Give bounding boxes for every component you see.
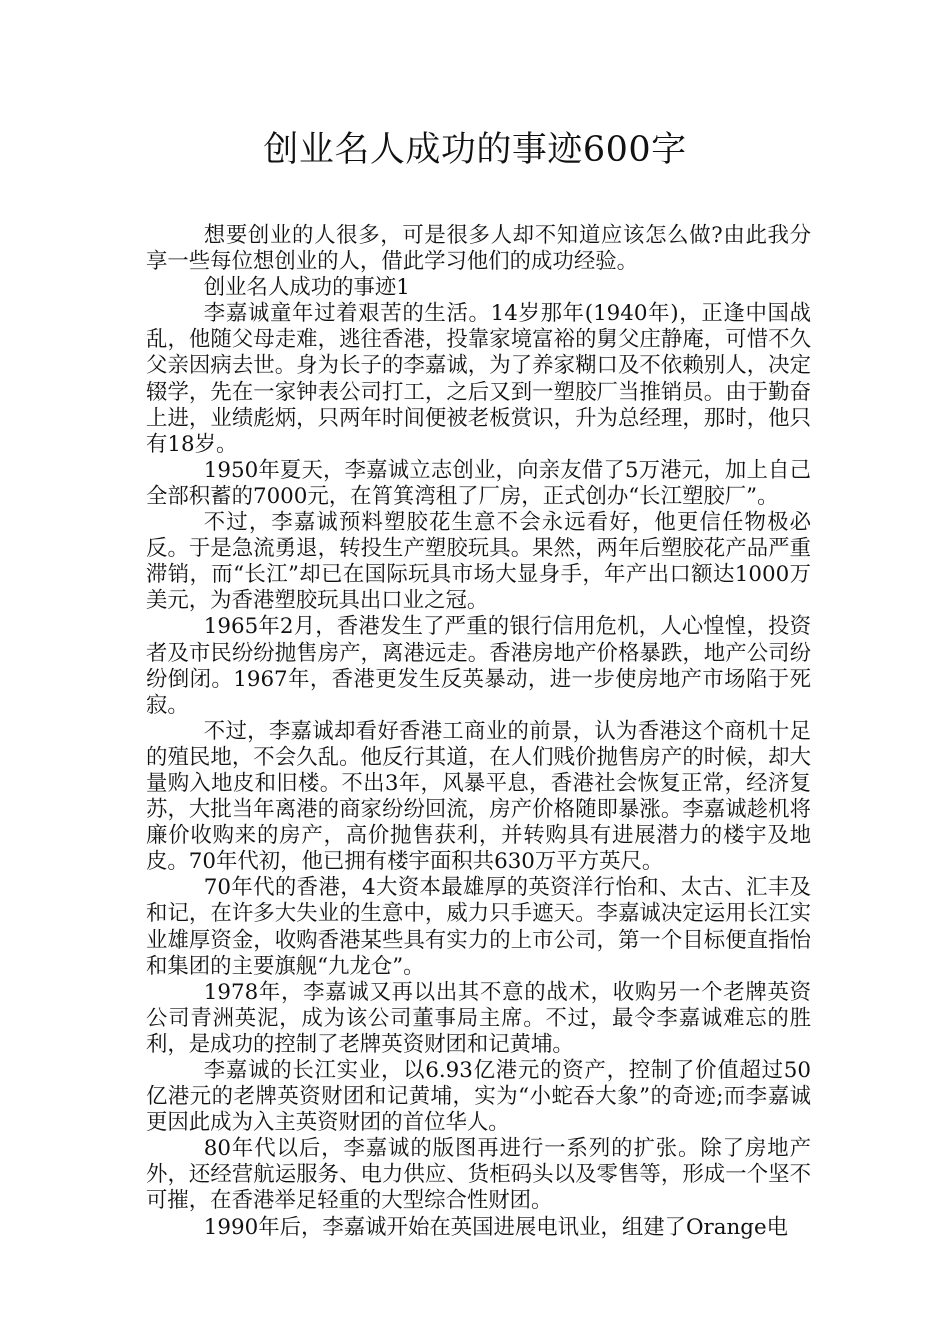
body-paragraph: 80年代以后，李嘉诚的版图再进行一系列的扩张。除了房地产外，还经营航运服务、电力供应、货柜码头以及零售等，形成一个坚不可摧，在香港举足轻重的大型综合性财团。 xyxy=(146,1136,811,1214)
body-paragraph: 李嘉诚的长江实业，以6.93亿港元的资产，控制了价值超过50亿港元的老牌英资财团和记黄埔，实为“小蛇吞大象”的奇迹;而李嘉诚更因此成为入主英资财团的首位华人。 xyxy=(146,1058,811,1136)
body-paragraph: 李嘉诚童年过着艰苦的生活。14岁那年(1940年)，正逢中国战乱，他随父母走难，逃往香港，投靠家境富裕的舅父庄静庵，可惜不久父亲因病去世。身为长子的李嘉诚，为了养家糊口及不依赖别人，决定辍学，先在一家钟表公司打工，之后又到一塑胶厂当推销员。由于勤奋上进，业绩彪炳，只两年时间便被老板赏识，升为总经理，那时，他只有18岁。 xyxy=(146,301,811,457)
intro-paragraph: 想要创业的人很多，可是很多人却不知道应该怎么做?由此我分享一些每位想创业的人，借此学习他们的成功经验。 xyxy=(146,223,811,275)
body-paragraph: 1978年，李嘉诚又再以出其不意的战术，收购另一个老牌英资公司青洲英泥，成为该公司董事局主席。不过，最令李嘉诚难忘的胜利，是成功的控制了老牌英资财团和记黄埔。 xyxy=(146,979,811,1057)
body-paragraph: 70年代的香港，4大资本最雄厚的英资洋行怡和、太古、汇丰及和记，在许多大失业的生意中，威力只手遮天。李嘉诚决定运用长江实业雄厚资金，收购香港某些具有实力的上市公司，第一个目标便直指怡和集团的主要旗舰“九龙仓”。 xyxy=(146,875,811,979)
document-title: 创业名人成功的事迹600字 xyxy=(263,130,687,170)
body-paragraph: 不过，李嘉诚预料塑胶花生意不会永远看好，他更信任物极必反。于是急流勇退，转投生产塑胶玩具。果然，两年后塑胶花产品严重滞销，而“长江”却已在国际玩具市场大显身手，年产出口额达1000万美元，为香港塑胶玩具出口业之冠。 xyxy=(146,510,811,614)
body-paragraph: 1965年2月，香港发生了严重的银行信用危机，人心惶惶，投资者及市民纷纷抛售房产，离港远走。香港房地产价格暴跌，地产公司纷纷倒闭。1967年，香港更发生反英暴动，进一步使房地产市场陷于死寂。 xyxy=(146,614,811,718)
section-heading: 创业名人成功的事迹1 xyxy=(203,275,410,301)
body-paragraph: 1990年后，李嘉诚开始在英国进展电讯业，组建了Orange电 xyxy=(203,1214,789,1240)
document-body xyxy=(146,223,811,1241)
body-paragraph: 不过，李嘉诚却看好香港工商业的前景，认为香港这个商机十足的殖民地，不会久乱。他反行其道，在人们贱价抛售房产的时候，却大量购入地皮和旧楼。不出3年，风暴平息，香港社会恢复正常，经济复苏，大批当年离港的商家纷纷回流，房产价格随即暴涨。李嘉诚趁机将廉价收购来的房产，高价抛售获利，并转购具有进展潜力的楼宇及地皮。70年代初，他已拥有楼宇面积共630万平方英尺。 xyxy=(146,718,811,875)
body-paragraph: 1950年夏天，李嘉诚立志创业，向亲友借了5万港元，加上自己全部积蓄的7000元，在筲箕湾租了厂房，正式创办“长江塑胶厂”。 xyxy=(146,457,811,509)
